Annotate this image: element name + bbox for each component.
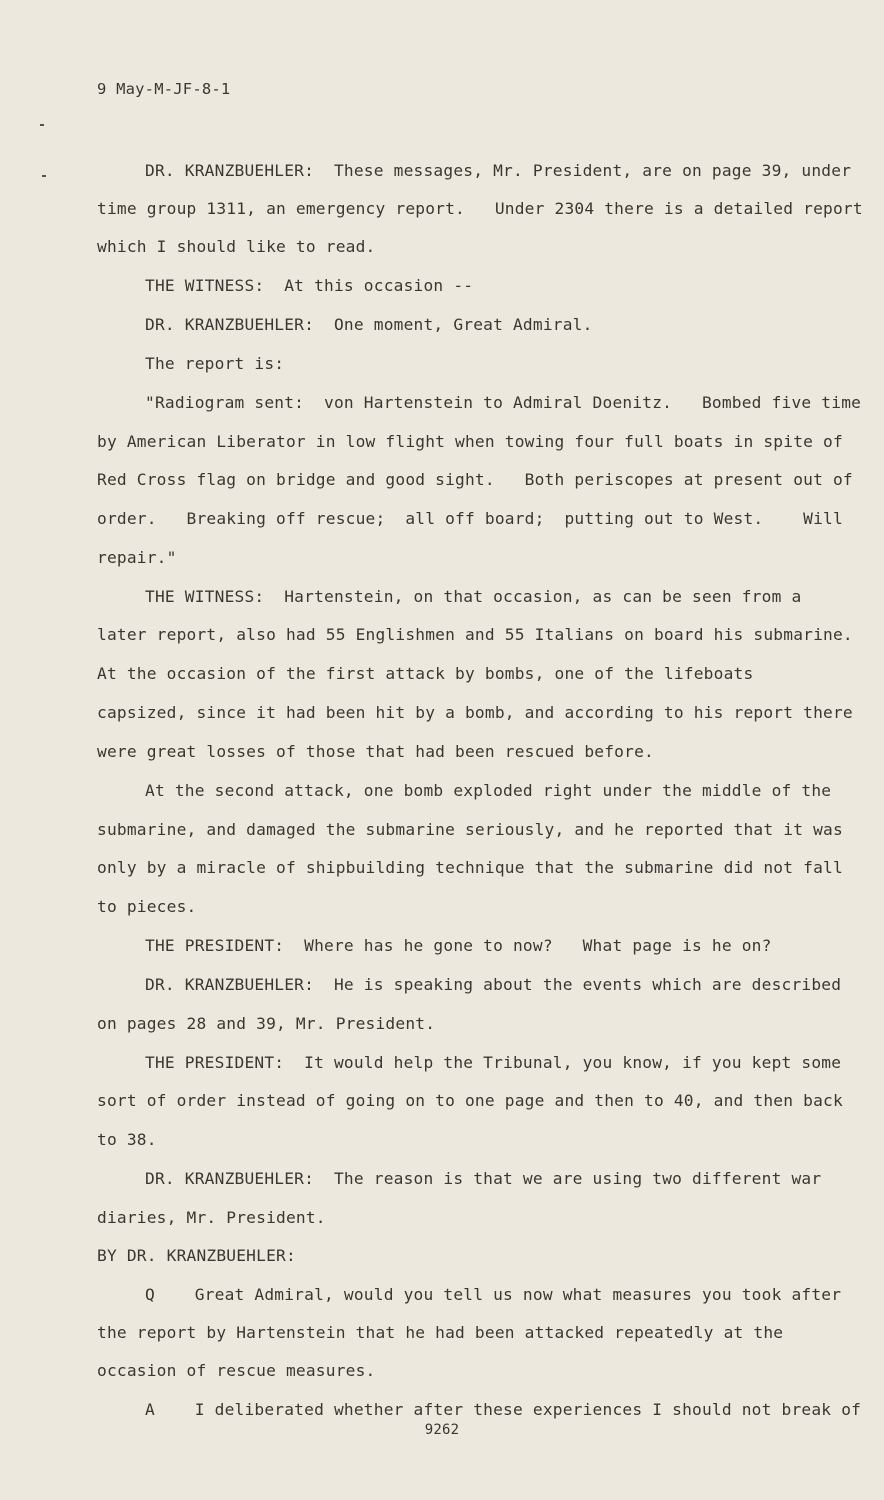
text-line: submarine, and damaged the submarine seriously, and he reported that it was	[97, 820, 843, 839]
document-reference: 9 May-M-JF-8-1	[97, 80, 231, 98]
text-line: THE PRESIDENT: Where has he gone to now? What page is he on?	[145, 936, 772, 955]
text-line: THE WITNESS: Hartenstein, on that occasion, as can be seen from a	[145, 587, 802, 606]
text-line: BY DR. KRANZBUEHLER:	[97, 1246, 296, 1265]
text-line: were great losses of those that had been rescued before.	[97, 742, 654, 761]
text-line: sort of order instead of going on to one page and then to 40, and then back	[97, 1091, 843, 1110]
text-line: The report is:	[145, 354, 285, 373]
margin-mark	[42, 175, 46, 177]
text-line: THE WITNESS: At this occasion --	[145, 276, 474, 295]
text-line: Q Great Admiral, would you tell us now what measures you took after	[145, 1285, 842, 1304]
text-line: DR. KRANZBUEHLER: The reason is that we are using two different war	[145, 1169, 822, 1188]
text-line: only by a miracle of shipbuilding technique that the submarine did not fall	[97, 858, 843, 877]
text-line: THE PRESIDENT: It would help the Tribunal, you know, if you kept some	[145, 1053, 842, 1072]
text-line: the report by Hartenstein that he had been attacked repeatedly at the	[97, 1323, 784, 1342]
text-line: occasion of rescue measures.	[97, 1361, 376, 1380]
margin-mark	[40, 124, 44, 126]
text-line: which I should like to read.	[97, 237, 376, 256]
text-line: by American Liberator in low flight when towing four full boats in spite of	[97, 432, 843, 451]
text-line: diaries, Mr. President.	[97, 1208, 326, 1227]
text-line: to pieces.	[97, 897, 197, 916]
text-line: DR. KRANZBUEHLER: He is speaking about the events which are described	[145, 975, 842, 994]
text-line: "Radiogram sent: von Hartenstein to Admiral Doenitz. Bombed five time	[145, 393, 862, 412]
text-line: to 38.	[97, 1130, 157, 1149]
text-line: on pages 28 and 39, Mr. President.	[97, 1014, 436, 1033]
text-line: capsized, since it had been hit by a bomb, and according to his report there	[97, 703, 853, 722]
text-line: At the second attack, one bomb exploded right under the middle of the	[145, 781, 832, 800]
text-line: Red Cross flag on bridge and good sight. Both periscopes at present out of	[97, 470, 853, 489]
text-line: repair."	[97, 548, 177, 567]
text-line: later report, also had 55 Englishmen and 55 Italians on board his submarine.	[97, 625, 853, 644]
text-line: DR. KRANZBUEHLER: These messages, Mr. President, are on page 39, under	[145, 161, 852, 180]
text-line: order. Breaking off rescue; all off board; putting out to West. Will	[97, 509, 843, 528]
text-line: At the occasion of the first attack by bombs, one of the lifeboats	[97, 664, 754, 683]
page-number: 9262	[424, 1422, 460, 1438]
text-line: A I deliberated whether after these experiences I should not break of	[145, 1400, 862, 1419]
text-line: time group 1311, an emergency report. Under 2304 there is a detailed report	[97, 199, 863, 218]
text-line: DR. KRANZBUEHLER: One moment, Great Admiral.	[145, 315, 593, 334]
